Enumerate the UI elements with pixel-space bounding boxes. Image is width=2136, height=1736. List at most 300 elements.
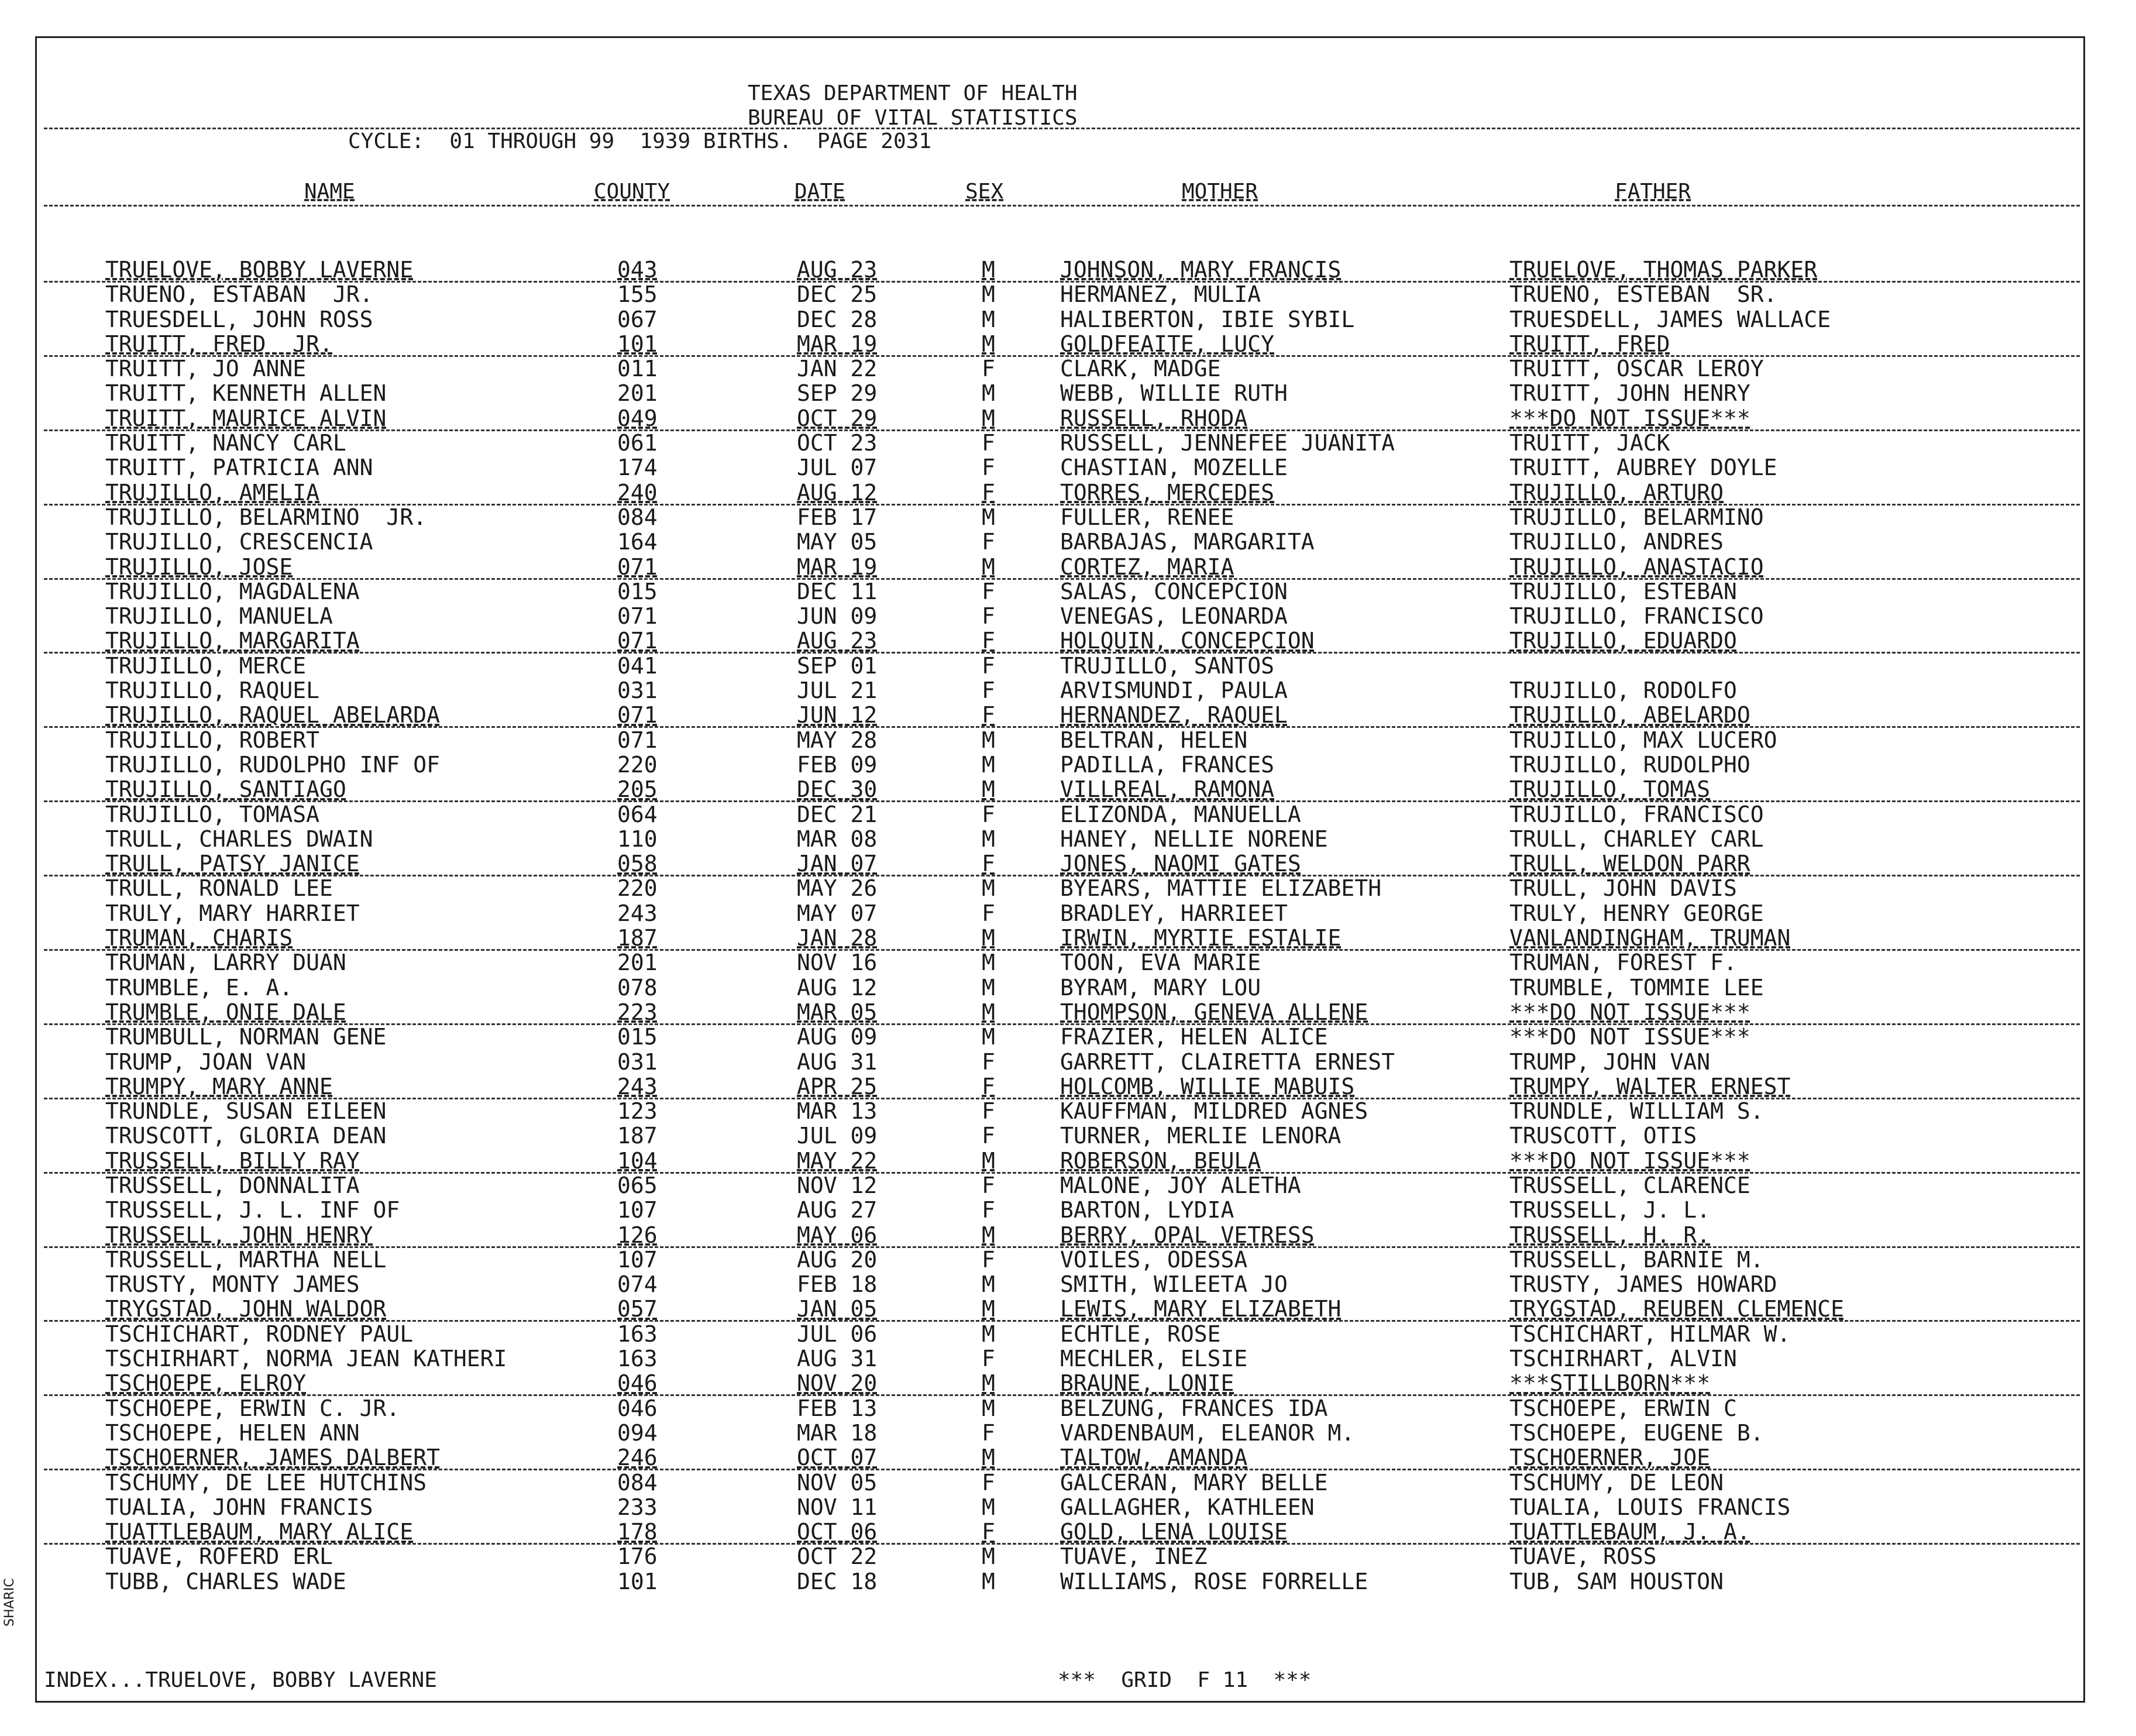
cell-father: TRUNDLE, WILLIAM S. [1509,1098,1764,1125]
cell-sex: M [982,1271,995,1298]
cell-date: APR 25 [797,1073,878,1099]
table-row [0,1123,2136,1148]
table-row [0,1396,2136,1421]
cell-mother: SALAS, CONCEPCION [1060,578,1288,604]
cell-mother: THOMPSON, GENEVA ALLENE [1060,999,1368,1025]
table-row [0,530,2136,554]
cell-father: TSCHIRHART, ALVIN [1509,1346,1737,1372]
cell-sex: M [982,257,995,283]
cell-date: JUL 21 [797,678,878,704]
table-row [0,654,2136,678]
cell-date: NOV 20 [797,1370,878,1397]
cell-county: 084 [617,1469,658,1496]
cell-name: TRULY, MARY HARRIET [105,900,360,926]
cell-sex: M [982,554,995,580]
cell-mother: RUSSELL, JENNEFEE JUANITA [1060,430,1395,456]
cell-mother: GOLD, LENA LOUISE [1060,1519,1288,1545]
cell-county: 187 [617,925,658,951]
cell-father: TRULL, CHARLEY CARL [1509,826,1764,852]
cell-county: 015 [617,578,658,604]
table-row [0,604,2136,628]
table-row [0,381,2136,405]
cell-name: TRUSSELL, DONNALITA [105,1172,360,1198]
cell-county: 187 [617,1123,658,1149]
column-header-name: NAME [304,180,355,204]
cell-sex: F [982,1172,995,1198]
table-row [0,1346,2136,1371]
cell-county: 064 [617,801,658,827]
cell-sex: F [982,1519,995,1545]
cell-father: TRUJILLO, ARTURO [1509,479,1724,506]
cell-sex: F [982,900,995,926]
cell-sex: M [982,1445,995,1471]
cell-father: TUALIA, LOUIS FRANCIS [1509,1494,1791,1520]
cell-father: TRUJILLO, ANASTACIO [1509,554,1764,580]
cell-county: 123 [617,1098,658,1125]
cell-father: TRUJILLO, BELARMINO [1509,504,1764,530]
cell-date: FEB 09 [797,751,878,778]
table-row [0,752,2136,777]
table-row [0,505,2136,530]
cell-date: AUG 31 [797,1346,878,1372]
table-row [0,1495,2136,1520]
cell-county: 065 [617,1172,658,1198]
cell-father: TRUSSELL, CLARENCE [1509,1172,1750,1198]
cell-father: TUB, SAM HOUSTON [1509,1568,1724,1594]
cell-county: 223 [617,999,658,1025]
cell-sex: F [982,1419,995,1446]
cell-date: JUN 12 [797,702,878,728]
cell-name: TRUNDLE, SUSAN EILEEN [105,1098,387,1125]
cell-father: TRUJILLO, FRANCISCO [1509,603,1764,630]
cell-date: JAN 07 [797,851,878,877]
cell-father: TRUMBLE, TOMMIE LEE [1509,974,1764,1001]
cell-mother: TOON, EVA MARIE [1060,950,1261,976]
cell-name: TRUJILLO, MERCE [105,652,307,679]
cell-county: 071 [617,727,658,753]
cell-date: MAR 18 [797,1419,878,1446]
cell-father: TUAVE, ROSS [1509,1544,1657,1570]
cell-date: DEC 11 [797,578,878,604]
column-header-date: DATE [794,180,845,204]
cell-name: TRUSTY, MONTY JAMES [105,1271,360,1298]
cell-mother: BRAUNE, LONIE [1060,1370,1234,1397]
cell-county: 178 [617,1519,658,1545]
cell-date: FEB 13 [797,1395,878,1421]
cell-father: TSCHOERNER, JOE [1509,1445,1711,1471]
side-mark: SHARIC [2,1578,17,1627]
cell-date: DEC 28 [797,306,878,332]
cell-father: TRUENO, ESTEBAN SR. [1509,281,1777,308]
table-row [0,1470,2136,1495]
cell-father: TRUJILLO, ANDRES [1509,529,1724,555]
cell-name: TRUJILLO, TOMASA [105,801,320,827]
cell-mother: ROBERSON, BEULA [1060,1147,1261,1174]
cell-county: 176 [617,1544,658,1570]
cell-father: TSCHUMY, DE LEON [1509,1469,1724,1496]
cell-father: TRUJILLO, ABELARDO [1509,702,1750,728]
cell-date: SEP 01 [797,652,878,679]
cell-sex: F [982,603,995,630]
table-row [0,876,2136,900]
cell-county: 243 [617,1073,658,1099]
table-row [0,1223,2136,1247]
cell-county: 155 [617,281,658,308]
cell-county: 071 [617,603,658,630]
table-row [0,703,2136,727]
cell-father: TRUSTY, JAMES HOWARD [1509,1271,1777,1298]
table-row [0,728,2136,752]
footer-grid: *** GRID F 11 *** [1058,1668,1312,1692]
cell-name: TRUELOVE, BOBBY LAVERNE [105,257,414,283]
cell-county: 074 [617,1271,658,1298]
cell-sex: F [982,851,995,877]
table-row [0,1000,2136,1025]
cell-sex: M [982,281,995,308]
cell-sex: M [982,331,995,357]
cell-date: JUL 09 [797,1123,878,1149]
cell-mother: WEBB, WILLIE RUTH [1060,380,1288,407]
cell-father: TRUITT, AUBREY DOYLE [1509,455,1777,481]
cell-sex: F [982,430,995,456]
cell-date: OCT 29 [797,405,878,431]
table-row [0,555,2136,579]
table-row [0,950,2136,975]
cell-mother: TUAVE, INEZ [1060,1544,1208,1570]
table-row [0,1520,2136,1544]
cell-mother: HANEY, NELLIE NORENE [1060,826,1328,852]
table-row [0,1371,2136,1395]
cell-county: 015 [617,1024,658,1050]
cell-sex: F [982,1098,995,1125]
cell-name: TRUJILLO, AMELIA [105,479,320,506]
cell-father: TRUSCOTT, OTIS [1509,1123,1697,1149]
cell-father: TRUJILLO, ESTEBAN [1509,578,1737,604]
cell-father: ***STILLBORN*** [1509,1370,1711,1397]
cell-name: TRUENO, ESTABAN JR. [105,281,373,308]
cell-mother: CORTEZ, MARIA [1060,554,1234,580]
cell-father: TRUELOVE, THOMAS PARKER [1509,257,1818,283]
cell-sex: F [982,1469,995,1496]
cell-date: MAR 13 [797,1098,878,1125]
cell-name: TSCHOEPE, ELROY [105,1370,307,1397]
cell-name: TSCHIRHART, NORMA JEAN KATHERI [105,1346,507,1372]
cell-county: 205 [617,776,658,803]
cell-date: DEC 21 [797,801,878,827]
cell-mother: PADILLA, FRANCES [1060,751,1275,778]
table-row [0,356,2136,381]
cell-date: MAY 05 [797,529,878,555]
cell-mother: JONES, NAOMI GATES [1060,851,1301,877]
cell-name: TRUMPY, MARY ANNE [105,1073,333,1099]
table-row [0,1025,2136,1049]
cell-name: TRUITT, NANCY CARL [105,430,346,456]
cell-sex: M [982,405,995,431]
cell-sex: F [982,479,995,506]
cell-mother: VOILES, ODESSA [1060,1246,1248,1273]
cell-sex: M [982,1494,995,1520]
cell-sex: M [982,306,995,332]
cell-name: TSCHUMY, DE LEE HUTCHINS [105,1469,427,1496]
cell-sex: M [982,1321,995,1347]
cell-date: AUG 23 [797,628,878,654]
cell-county: 110 [617,826,658,852]
cell-name: TRULL, CHARLES DWAIN [105,826,373,852]
column-header-sex: SEX [965,180,1004,204]
cell-mother: KAUFFMAN, MILDRED AGNES [1060,1098,1368,1125]
cell-county: 011 [617,356,658,382]
cell-mother: BELZUNG, FRANCES IDA [1060,1395,1328,1421]
cell-name: TRUJILLO, MAGDALENA [105,578,360,604]
cell-mother: HERNANDEZ, RAQUEL [1060,702,1288,728]
cell-date: JAN 05 [797,1296,878,1322]
cell-county: 220 [617,751,658,778]
cell-mother: BYEARS, MATTIE ELIZABETH [1060,875,1382,902]
cell-sex: F [982,356,995,382]
cell-sex: F [982,1073,995,1099]
cell-date: MAY 28 [797,727,878,753]
cell-name: TRUITT, KENNETH ALLEN [105,380,387,407]
cell-county: 043 [617,257,658,283]
cell-name: TRUSCOTT, GLORIA DEAN [105,1123,387,1149]
cell-sex: M [982,1296,995,1322]
cell-father: TRULL, JOHN DAVIS [1509,875,1737,902]
cell-name: TRUMP, JOAN VAN [105,1049,307,1075]
cell-name: TRUITT, JO ANNE [105,356,307,382]
cell-date: NOV 12 [797,1172,878,1198]
cell-sex: M [982,380,995,407]
table-row [0,901,2136,926]
cell-name: TRUJILLO, CRESCENCIA [105,529,373,555]
cell-name: TRUESDELL, JOHN ROSS [105,306,373,332]
cell-date: FEB 18 [797,1271,878,1298]
cell-mother: VENEGAS, LEONARDA [1060,603,1288,630]
cell-name: TUAVE, ROFERD ERL [105,1544,333,1570]
cell-father: ***DO NOT ISSUE*** [1509,1024,1750,1050]
column-header-father: FATHER [1615,180,1691,204]
cell-name: TRUMAN, LARRY DUAN [105,950,346,976]
table-row [0,1198,2136,1222]
cell-date: NOV 11 [797,1494,878,1520]
table-row [0,1074,2136,1099]
cell-mother: MALONE, JOY ALETHA [1060,1172,1301,1198]
table-row [0,431,2136,455]
cell-mother: TRUJILLO, SANTOS [1060,652,1275,679]
cell-name: TRULL, RONALD LEE [105,875,333,902]
cell-date: JAN 28 [797,925,878,951]
cell-date: AUG 31 [797,1049,878,1075]
cell-name: TRUITT, FRED JR. [105,331,333,357]
cell-date: JUL 06 [797,1321,878,1347]
cell-county: 101 [617,1568,658,1594]
cell-date: SEP 29 [797,380,878,407]
cell-date: DEC 18 [797,1568,878,1594]
table-row [0,282,2136,307]
footer-index: INDEX...TRUELOVE, BOBBY LAVERNE [44,1668,437,1692]
cell-county: 201 [617,950,658,976]
cell-sex: M [982,999,995,1025]
cell-date: AUG 12 [797,974,878,1001]
cell-mother: RUSSELL, RHODA [1060,405,1248,431]
cell-sex: F [982,1049,995,1075]
cell-father: ***DO NOT ISSUE*** [1509,1147,1750,1174]
cell-father: TUATTLEBAUM, J. A. [1509,1519,1750,1545]
cell-county: 071 [617,628,658,654]
table-row [0,678,2136,703]
cell-date: FEB 17 [797,504,878,530]
cell-name: TRUJILLO, MARGARITA [105,628,360,654]
table-row [0,975,2136,1000]
cell-mother: BRADLEY, HARRIEET [1060,900,1288,926]
cell-date: AUG 12 [797,479,878,506]
cell-sex: M [982,1147,995,1174]
cell-mother: SMITH, WILEETA JO [1060,1271,1288,1298]
cell-father: TSCHOEPE, EUGENE B. [1509,1419,1764,1446]
cell-sex: F [982,801,995,827]
cell-date: MAY 26 [797,875,878,902]
cell-father: TSCHICHART, HILMAR W. [1509,1321,1791,1347]
cell-county: 104 [617,1147,658,1174]
cell-county: 240 [617,479,658,506]
cell-county: 057 [617,1296,658,1322]
cell-sex: M [982,875,995,902]
cell-sex: F [982,1123,995,1149]
cell-father: ***DO NOT ISSUE*** [1509,405,1750,431]
cell-name: TUALIA, JOHN FRANCIS [105,1494,373,1520]
cell-father: VANLANDINGHAM, TRUMAN [1509,925,1791,951]
cell-sex: F [982,1197,995,1223]
cell-mother: HOLCOMB, WILLIE MABUIS [1060,1073,1355,1099]
cell-county: 163 [617,1321,658,1347]
cell-mother: HOLQUIN, CONCEPCION [1060,628,1315,654]
cell-name: TRUSSELL, MARTHA NELL [105,1246,387,1273]
cell-mother: HALIBERTON, IBIE SYBIL [1060,306,1355,332]
cell-name: TRYGSTAD, JOHN WALDOR [105,1296,387,1322]
cell-mother: MECHLER, ELSIE [1060,1346,1248,1372]
cell-father: TRULY, HENRY GEORGE [1509,900,1764,926]
cell-father: TRUMAN, FOREST F. [1509,950,1737,976]
cell-name: TRUJILLO, RUDOLPHO INF OF [105,751,440,778]
cell-county: 126 [617,1222,658,1248]
cell-county: 041 [617,652,658,679]
cell-father: TRUJILLO, MAX LUCERO [1509,727,1777,753]
table-row [0,1050,2136,1074]
cell-mother: BARBAJAS, MARGARITA [1060,529,1315,555]
cell-name: TRUJILLO, BELARMINO JR. [105,504,427,530]
table-row [0,1247,2136,1272]
cell-mother: WILLIAMS, ROSE FORRELLE [1060,1568,1368,1594]
cell-date: MAY 22 [797,1147,878,1174]
cell-father: TRUSSELL, J. L. [1509,1197,1711,1223]
cell-mother: HERMANEZ, MULIA [1060,281,1261,308]
cell-date: MAR 19 [797,554,878,580]
cell-mother: BYRAM, MARY LOU [1060,974,1261,1001]
cell-date: MAR 19 [797,331,878,357]
cell-sex: F [982,702,995,728]
cell-mother: CHASTIAN, MOZELLE [1060,455,1288,481]
cell-date: JAN 22 [797,356,878,382]
cell-county: 243 [617,900,658,926]
cell-county: 046 [617,1395,658,1421]
cell-date: NOV 16 [797,950,878,976]
table-row [0,777,2136,802]
cell-sex: M [982,727,995,753]
cell-sex: M [982,751,995,778]
cell-father: TRULL, WELDON PARR [1509,851,1750,877]
cell-sex: M [982,826,995,852]
cell-sex: M [982,504,995,530]
cell-county: 031 [617,1049,658,1075]
cell-father: TRUSSELL, H. R. [1509,1222,1711,1248]
cell-sex: M [982,1024,995,1050]
cell-name: TSCHOEPE, ERWIN C. JR. [105,1395,400,1421]
cell-father: TSCHOEPE, ERWIN C [1509,1395,1737,1421]
cell-sex: F [982,529,995,555]
cell-date: DEC 25 [797,281,878,308]
cell-sex: F [982,678,995,704]
cell-name: TRUJILLO, MANUELA [105,603,333,630]
cell-county: 201 [617,380,658,407]
cell-county: 163 [617,1346,658,1372]
cell-county: 061 [617,430,658,456]
cell-mother: JOHNSON, MARY FRANCIS [1060,257,1342,283]
cell-mother: BERRY, OPAL VETRESS [1060,1222,1315,1248]
cell-name: TRUJILLO, RAQUEL [105,678,320,704]
cell-name: TRULL, PATSY JANICE [105,851,360,877]
cell-father: TRUITT, JOHN HENRY [1509,380,1750,407]
cell-name: TRUJILLO, SANTIAGO [105,776,346,803]
column-header-county: COUNTY [594,180,670,204]
cell-mother: GOLDFEAITE, LUCY [1060,331,1275,357]
header-bureau: BUREAU OF VITAL STATISTICS [748,106,1078,130]
header-cycle: CYCLE: 01 THROUGH 99 1939 BIRTHS. PAGE 2031 [348,129,931,153]
table-row [0,827,2136,851]
table-row [0,926,2136,950]
cell-father: TRUJILLO, RUDOLPHO [1509,751,1750,778]
cell-name: TUATTLEBAUM, MARY ALICE [105,1519,414,1545]
cell-date: OCT 06 [797,1519,878,1545]
cell-mother: GARRETT, CLAIRETTA ERNEST [1060,1049,1395,1075]
cell-name: TRUJILLO, ROBERT [105,727,320,753]
column-header-rule [44,205,2080,207]
cell-date: AUG 27 [797,1197,878,1223]
table-row [0,628,2136,653]
cell-mother: VILLREAL, RAMONA [1060,776,1275,803]
cell-father: TRYGSTAD, REUBEN CLEMENCE [1509,1296,1844,1322]
cell-father: TRUITT, FRED [1509,331,1670,357]
cell-sex: F [982,1246,995,1273]
cell-sex: M [982,1395,995,1421]
cell-father: TRUITT, JACK [1509,430,1670,456]
cell-date: OCT 07 [797,1445,878,1471]
cell-sex: M [982,1370,995,1397]
cell-name: TRUMAN, CHARIS [105,925,293,951]
cell-name: TRUITT, PATRICIA ANN [105,455,373,481]
cell-date: MAR 05 [797,999,878,1025]
cell-name: TSCHOERNER, JAMES DALBERT [105,1445,440,1471]
cell-date: AUG 09 [797,1024,878,1050]
cell-mother: ECHTLE, ROSE [1060,1321,1221,1347]
cell-mother: LEWIS, MARY ELIZABETH [1060,1296,1342,1322]
table-row [0,480,2136,505]
cell-date: JUL 07 [797,455,878,481]
cell-mother: ELIZONDA, MANUELLA [1060,801,1301,827]
cell-name: TRUSSELL, JOHN HENRY [105,1222,373,1248]
cell-sex: F [982,652,995,679]
table-row [0,1544,2136,1569]
table-row [0,455,2136,480]
cell-date: MAY 07 [797,900,878,926]
